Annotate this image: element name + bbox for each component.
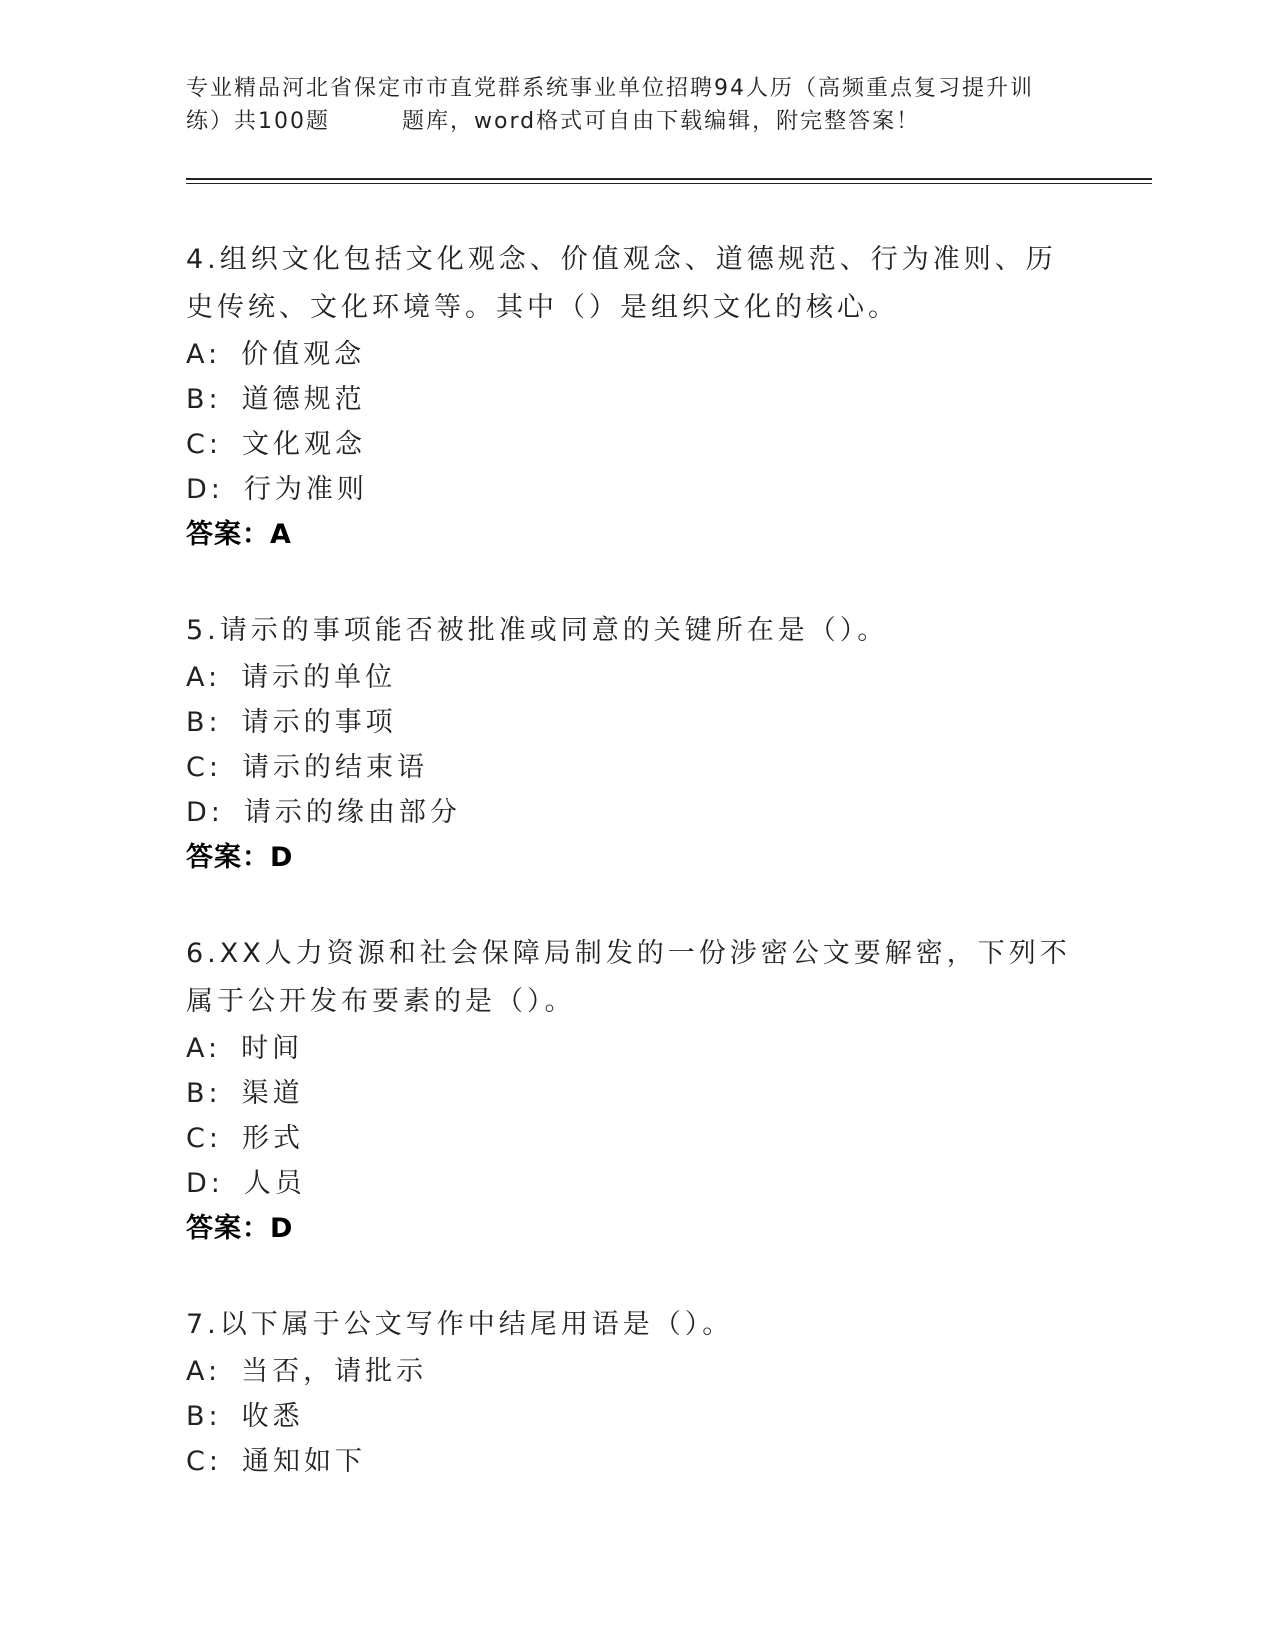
option-text: 人员 [243, 1168, 306, 1199]
question-list [186, 236, 1086, 1534]
question-item [186, 1301, 1086, 1484]
option-text: 道德规范 [241, 384, 366, 415]
option-b [186, 700, 1086, 745]
question-item [186, 930, 1086, 1251]
option-c [186, 422, 1086, 467]
option-letter: A: [186, 662, 222, 693]
option-d [186, 1161, 1086, 1206]
option-letter: D: [186, 474, 224, 505]
header-title-line-2: 练）共100题 题库，word格式可自由下载编辑，附完整答案！ [186, 109, 921, 134]
answer-label: 答案：A [186, 519, 292, 550]
option-text: 收悉 [241, 1401, 304, 1432]
option-text: 请示的单位 [241, 662, 397, 693]
option-text: 通知如下 [241, 1446, 366, 1477]
option-text: 请示的结束语 [241, 752, 428, 783]
option-b [186, 1071, 1086, 1116]
question-item [186, 607, 1086, 880]
option-letter: C: [186, 429, 222, 460]
option-letter: A: [186, 339, 222, 370]
question-item [186, 236, 1086, 557]
option-text: 请示的缘由部分 [243, 797, 461, 828]
option-d [186, 790, 1086, 835]
header-title-line-1: 专业精品河北省保定市市直党群系统事业单位招聘94人历（高频重点复习提升训 [186, 76, 1034, 101]
option-a [186, 332, 1086, 377]
option-a [186, 1349, 1086, 1394]
option-letter: C: [186, 1446, 222, 1477]
option-letter: A: [186, 1033, 222, 1064]
answer-label: 答案：D [186, 842, 294, 873]
option-text: 当否，请批示 [241, 1356, 428, 1387]
option-text: 价值观念 [241, 339, 366, 370]
option-text: 文化观念 [241, 429, 366, 460]
option-text: 形式 [241, 1123, 304, 1154]
option-b [186, 377, 1086, 422]
option-letter: C: [186, 1123, 222, 1154]
header-divider-thick [186, 178, 1152, 180]
option-text: 行为准则 [243, 474, 368, 505]
answer-label: 答案：D [186, 1213, 294, 1244]
option-b [186, 1394, 1086, 1439]
option-c [186, 1116, 1086, 1161]
option-text: 请示的事项 [241, 707, 397, 738]
header-divider-thin [186, 183, 1152, 184]
question-stem: 7.以下属于公文写作中结尾用语是（）。 [186, 1309, 734, 1340]
option-letter: A: [186, 1356, 222, 1387]
option-text: 时间 [241, 1033, 304, 1064]
option-text: 渠道 [241, 1078, 304, 1109]
option-c [186, 745, 1086, 790]
question-stem: 4.组织文化包括文化观念、价值观念、道德规范、行为准则、历史传统、文化环境等。其中（）是组织文化的核心。 [186, 244, 1057, 323]
option-letter: D: [186, 1168, 224, 1199]
option-letter: B: [186, 1401, 222, 1432]
option-a [186, 655, 1086, 700]
question-stem: 5.请示的事项能否被批准或同意的关键所在是（）。 [186, 615, 889, 646]
option-c [186, 1439, 1086, 1484]
option-letter: C: [186, 752, 222, 783]
option-letter: B: [186, 384, 222, 415]
option-a [186, 1026, 1086, 1071]
option-letter: B: [186, 707, 222, 738]
option-d [186, 467, 1086, 512]
option-letter: D: [186, 797, 224, 828]
document-header [186, 72, 1076, 138]
option-letter: B: [186, 1078, 222, 1109]
question-stem: 6.XX人力资源和社会保障局制发的一份涉密公文要解密，下列不属于公开发布要素的是（）。 [186, 938, 1071, 1017]
